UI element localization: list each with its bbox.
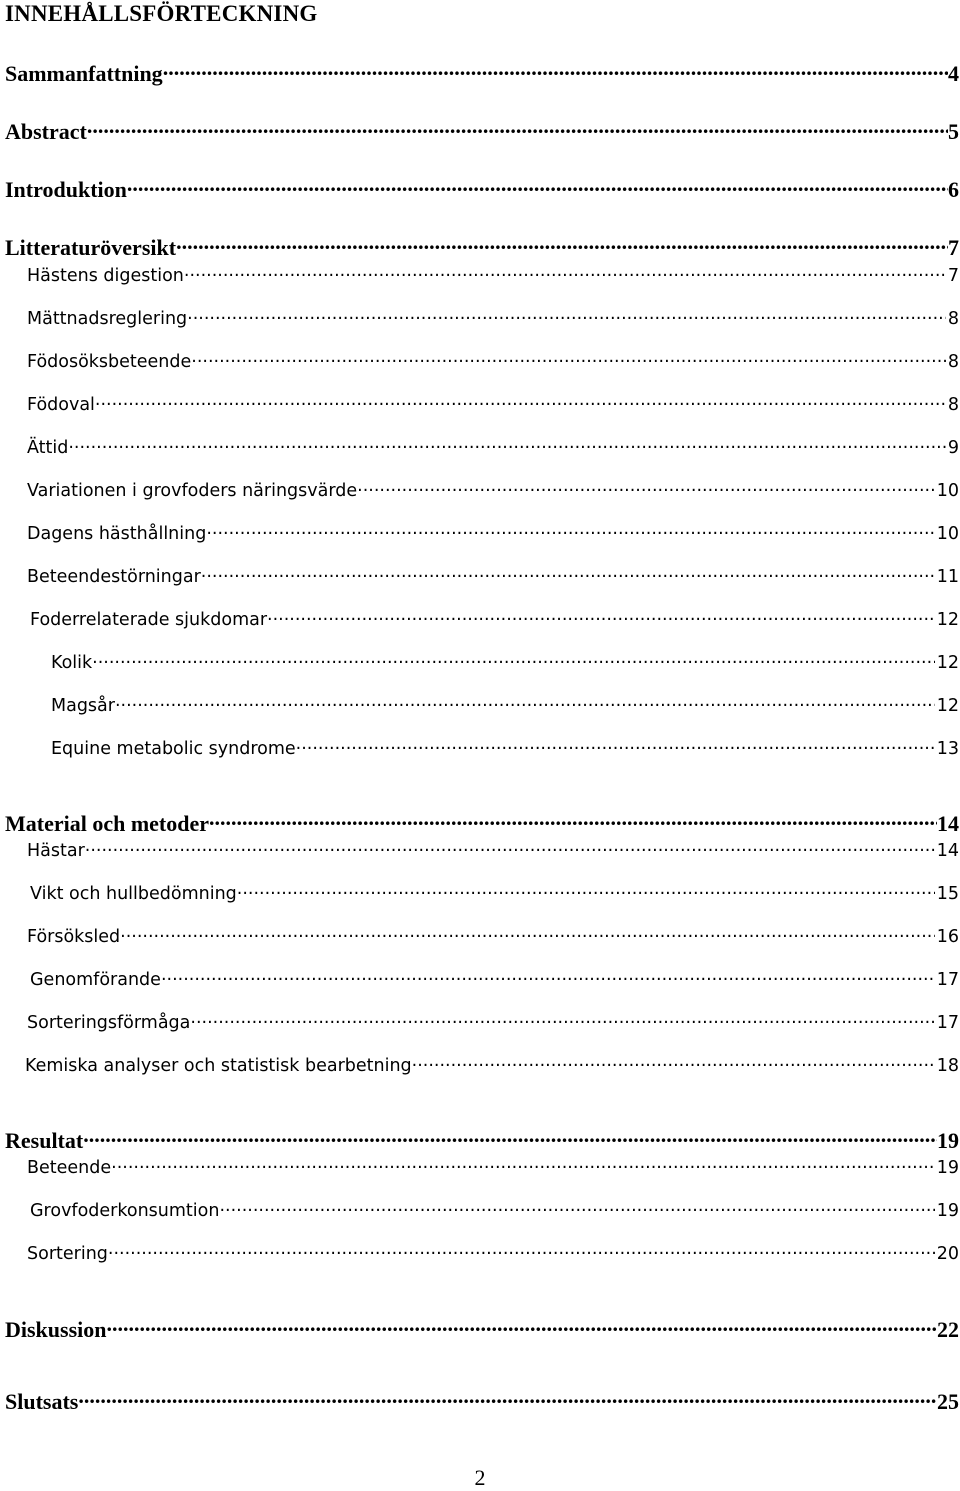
dot-leader (95, 392, 946, 410)
dot-leader (176, 233, 948, 255)
toc-entry-magsar[interactable] (51, 693, 959, 723)
dot-leader (357, 478, 935, 496)
toc-entry-label: Equine metabolic syndrome (51, 738, 296, 759)
toc-entry-label: Abstract (5, 119, 87, 144)
toc-entry-beteende[interactable] (27, 1155, 959, 1185)
toc-entry-label: Genomförande (30, 969, 161, 990)
toc-entry-label: Kolik (51, 652, 93, 673)
toc-entry-label: Sorteringsförmåga (27, 1012, 191, 1033)
toc-entry-kemiska-analyser[interactable] (25, 1053, 959, 1083)
toc-entry-page: 16 (936, 926, 959, 947)
toc-entry-slutsats[interactable] (5, 1387, 959, 1417)
dot-leader (92, 650, 935, 668)
toc-entry-label: Beteendestörningar (27, 566, 201, 587)
toc-entry-dagens-hasthallning[interactable] (27, 521, 959, 551)
toc-entry-label: Variationen i grovfoders näringsvärde (27, 480, 358, 501)
toc-entry-page: 15 (936, 883, 959, 904)
dot-leader (85, 838, 935, 856)
toc-entry-label: Material och metoder (5, 811, 210, 836)
dot-leader (296, 736, 935, 754)
dot-leader (78, 1387, 937, 1409)
dot-leader (191, 349, 946, 367)
toc-entry-mattnadsreglering[interactable] (27, 306, 959, 336)
toc-entry-page: 12 (936, 652, 959, 673)
toc-entry-label: Hästar (27, 840, 85, 861)
dot-leader (83, 1126, 937, 1148)
dot-leader (68, 435, 946, 453)
toc-title: INNEHÅLLSFÖRTECKNING (5, 1, 318, 26)
toc-entry-foderrelaterade-sjukdomar[interactable] (30, 607, 959, 637)
dot-leader (107, 1315, 937, 1337)
toc-entry-page: 14 (937, 811, 959, 836)
dot-leader (219, 1198, 934, 1216)
toc-entry-equine-metabolic-syndrome[interactable] (51, 736, 959, 766)
dot-leader (209, 809, 937, 831)
toc-entry-label: Sammanfattning (5, 61, 163, 86)
dot-leader (184, 263, 946, 281)
toc-entry-page: 12 (936, 695, 959, 716)
toc-entry-introduktion[interactable] (5, 175, 959, 205)
dot-leader (412, 1053, 935, 1071)
toc-entry-fodosoksbeteende[interactable] (27, 349, 959, 379)
dot-leader (187, 306, 946, 324)
toc-entry-page: 22 (937, 1317, 959, 1342)
toc-entry-abstract[interactable] (5, 117, 959, 147)
toc-entry-kolik[interactable] (51, 650, 959, 680)
dot-leader (115, 693, 935, 711)
toc-entry-label: Beteende (27, 1157, 112, 1178)
toc-entry-label: Litteraturöversikt (5, 235, 177, 260)
toc-entry-vikt-och-hullbedomning[interactable] (30, 881, 959, 911)
toc-entry-label: Hästens digestion (27, 265, 184, 286)
toc-entry-label: Introduktion (5, 177, 127, 202)
toc-entry-label: Sortering (27, 1243, 108, 1264)
toc-entry-hastens-digestion[interactable] (27, 263, 959, 293)
toc-entry-page: 19 (937, 1128, 959, 1153)
toc-entry-page: 11 (936, 566, 959, 587)
toc-entry-page: 17 (936, 969, 959, 990)
toc-entry-page: 10 (936, 523, 959, 544)
toc-entry-page: 5 (948, 119, 959, 144)
toc-entry-label: Dagens hästhållning (27, 523, 207, 544)
toc-entry-label: Födosöksbeteende (27, 351, 192, 372)
toc-entry-sorteringsformaga[interactable] (27, 1010, 959, 1040)
toc-entry-label: Diskussion (5, 1317, 107, 1342)
toc-entry-fodoval[interactable] (27, 392, 959, 422)
toc-entry-page: 19 (936, 1200, 959, 1221)
toc-entry-page: 7 (948, 235, 959, 260)
toc-entry-page: 8 (947, 394, 959, 415)
dot-leader (161, 967, 935, 985)
toc-entry-label: Kemiska analyser och statistisk bearbetning (25, 1055, 412, 1076)
dot-leader (201, 564, 935, 582)
toc-entry-sortering[interactable] (27, 1241, 959, 1271)
toc-entry-label: Födoval (27, 394, 95, 415)
toc-entry-page: 8 (947, 308, 959, 329)
toc-entry-label: Magsår (51, 695, 115, 716)
toc-entry-label: Försöksled (27, 926, 121, 947)
toc-entry-page: 4 (948, 61, 959, 86)
toc-entry-label: Foderrelaterade sjukdomar (30, 609, 268, 630)
dot-leader (267, 607, 935, 625)
dot-leader (87, 117, 948, 139)
toc-entry-page: 18 (936, 1055, 959, 1076)
toc-entry-grovfoderkonsumtion[interactable] (30, 1198, 959, 1228)
toc-entry-diskussion[interactable] (5, 1315, 959, 1345)
dot-leader (190, 1010, 934, 1028)
toc-entry-litteraturoversikt[interactable] (5, 233, 959, 263)
toc-entry-variationen[interactable] (27, 478, 959, 508)
dot-leader (111, 1155, 935, 1173)
toc-entry-page: 12 (936, 609, 959, 630)
toc-entry-label: Mättnadsreglering (27, 308, 188, 329)
toc-entry-label: Grovfoderkonsumtion (30, 1200, 220, 1221)
toc-entry-resultat[interactable] (5, 1126, 959, 1156)
toc-entry-page: 6 (948, 177, 959, 202)
page-number: 2 (474, 1465, 486, 1490)
toc-entry-attid[interactable] (27, 435, 959, 465)
dot-leader (120, 924, 935, 942)
toc-entry-page: 13 (936, 738, 959, 759)
dot-leader (108, 1241, 935, 1259)
dot-leader (127, 175, 948, 197)
toc-entry-genomforande[interactable] (30, 967, 959, 997)
toc-entry-material-och-metoder[interactable] (5, 809, 959, 839)
toc-entry-page: 19 (936, 1157, 959, 1178)
dot-leader (237, 881, 935, 899)
toc-entry-page: 20 (936, 1243, 959, 1264)
toc-entry-label: Resultat (5, 1128, 84, 1153)
toc-entry-page: 10 (936, 480, 959, 501)
dot-leader (206, 521, 934, 539)
toc-entry-forsoksled[interactable] (27, 924, 959, 954)
toc-entry-page: 25 (937, 1389, 959, 1414)
toc-entry-label: Vikt och hullbedömning (30, 883, 237, 904)
toc-entry-label: Slutsats (5, 1389, 79, 1414)
toc-entry-page: 7 (947, 265, 959, 286)
toc-entry-page: 8 (947, 351, 959, 372)
toc-entry-hastar[interactable] (27, 838, 959, 868)
toc-entry-page: 14 (936, 840, 959, 861)
toc-entry-page: 17 (936, 1012, 959, 1033)
toc-entry-page: 9 (947, 437, 959, 458)
dot-leader (163, 59, 948, 81)
toc-entry-sammanfattning[interactable] (5, 59, 959, 89)
toc-entry-label: Ättid (27, 437, 69, 458)
toc-entry-beteendestorningar[interactable] (27, 564, 959, 594)
